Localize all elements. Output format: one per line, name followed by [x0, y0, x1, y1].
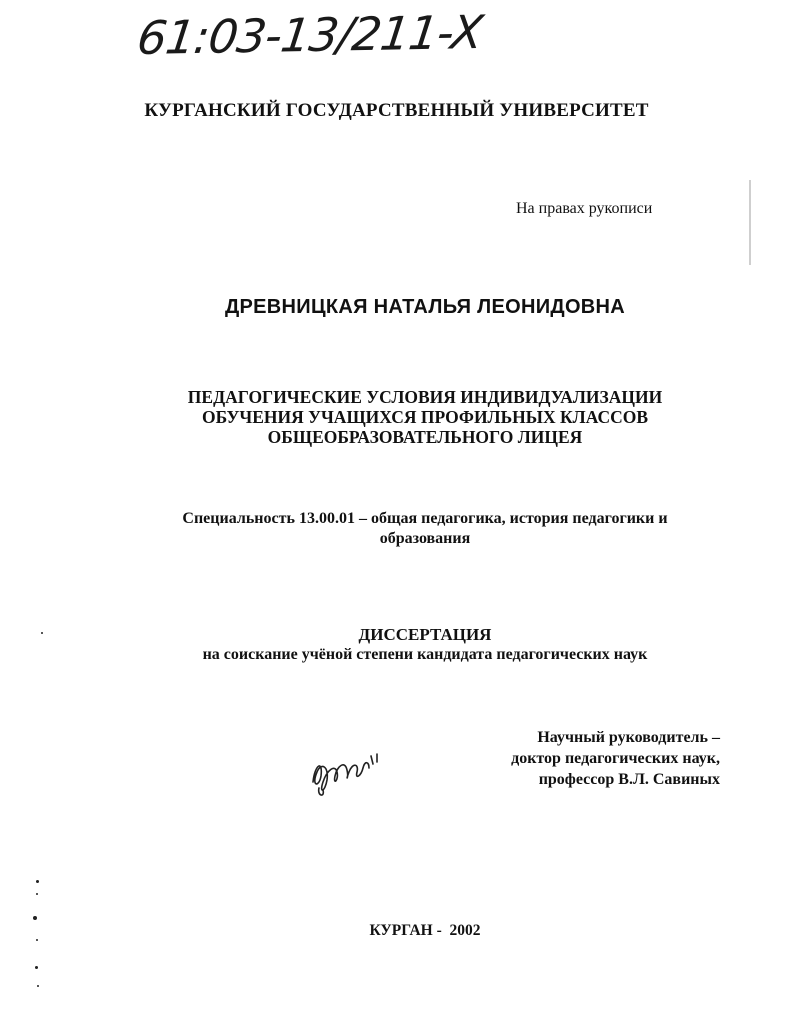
dissertation-subtitle: на соискание учёной степени кандидата педагогических наук	[202, 646, 648, 663]
scan-speck	[36, 893, 38, 895]
dissertation-block	[0, 625, 793, 665]
speciality-line: Специальность 13.00.01 – общая педагогика, история педагогики и	[182, 510, 668, 527]
supervisor-line: профессор В.Л. Савиных	[538, 771, 720, 788]
dissertation-heading: ДИССЕРТАЦИЯ	[358, 625, 492, 644]
scan-speck	[36, 880, 39, 883]
supervisor-line: Научный руководитель –	[537, 729, 720, 746]
title-line: ПЕДАГОГИЧЕСКИЕ УСЛОВИЯ ИНДИВИДУАЛИЗАЦИИ	[187, 387, 663, 407]
scan-speck	[37, 985, 39, 987]
author-name: ДРЕВНИЦКАЯ НАТАЛЬЯ ЛЕОНИДОВНА	[224, 296, 626, 318]
speciality-line: образования	[379, 530, 471, 547]
university-name: КУРГАНСКИЙ ГОСУДАРСТВЕННЫЙ УНИВЕРСИТЕТ	[144, 100, 649, 121]
title-line: ОБУЧЕНИЯ УЧАЩИХСЯ ПРОФИЛЬНЫХ КЛАССОВ	[201, 407, 649, 427]
supervisor-block	[470, 727, 720, 790]
city-year: КУРГАН - 2002	[369, 922, 481, 939]
scan-speck	[36, 939, 38, 941]
scan-speck	[35, 966, 38, 969]
supervisor-line: доктор педагогических наук,	[511, 750, 720, 767]
scan-speck	[33, 916, 37, 920]
dissertation-title	[0, 387, 793, 447]
handwritten-signature	[305, 742, 385, 802]
manuscript-note: На правах рукописи	[516, 200, 653, 217]
scan-speck	[41, 632, 43, 634]
scan-edge-mark	[749, 180, 751, 265]
title-line: ОБЩЕОБРАЗОВАТЕЛЬНОГО ЛИЦЕЯ	[267, 427, 583, 447]
speciality	[0, 509, 793, 549]
archive-code-handwritten: 61:03-13/211-X	[134, 5, 486, 65]
